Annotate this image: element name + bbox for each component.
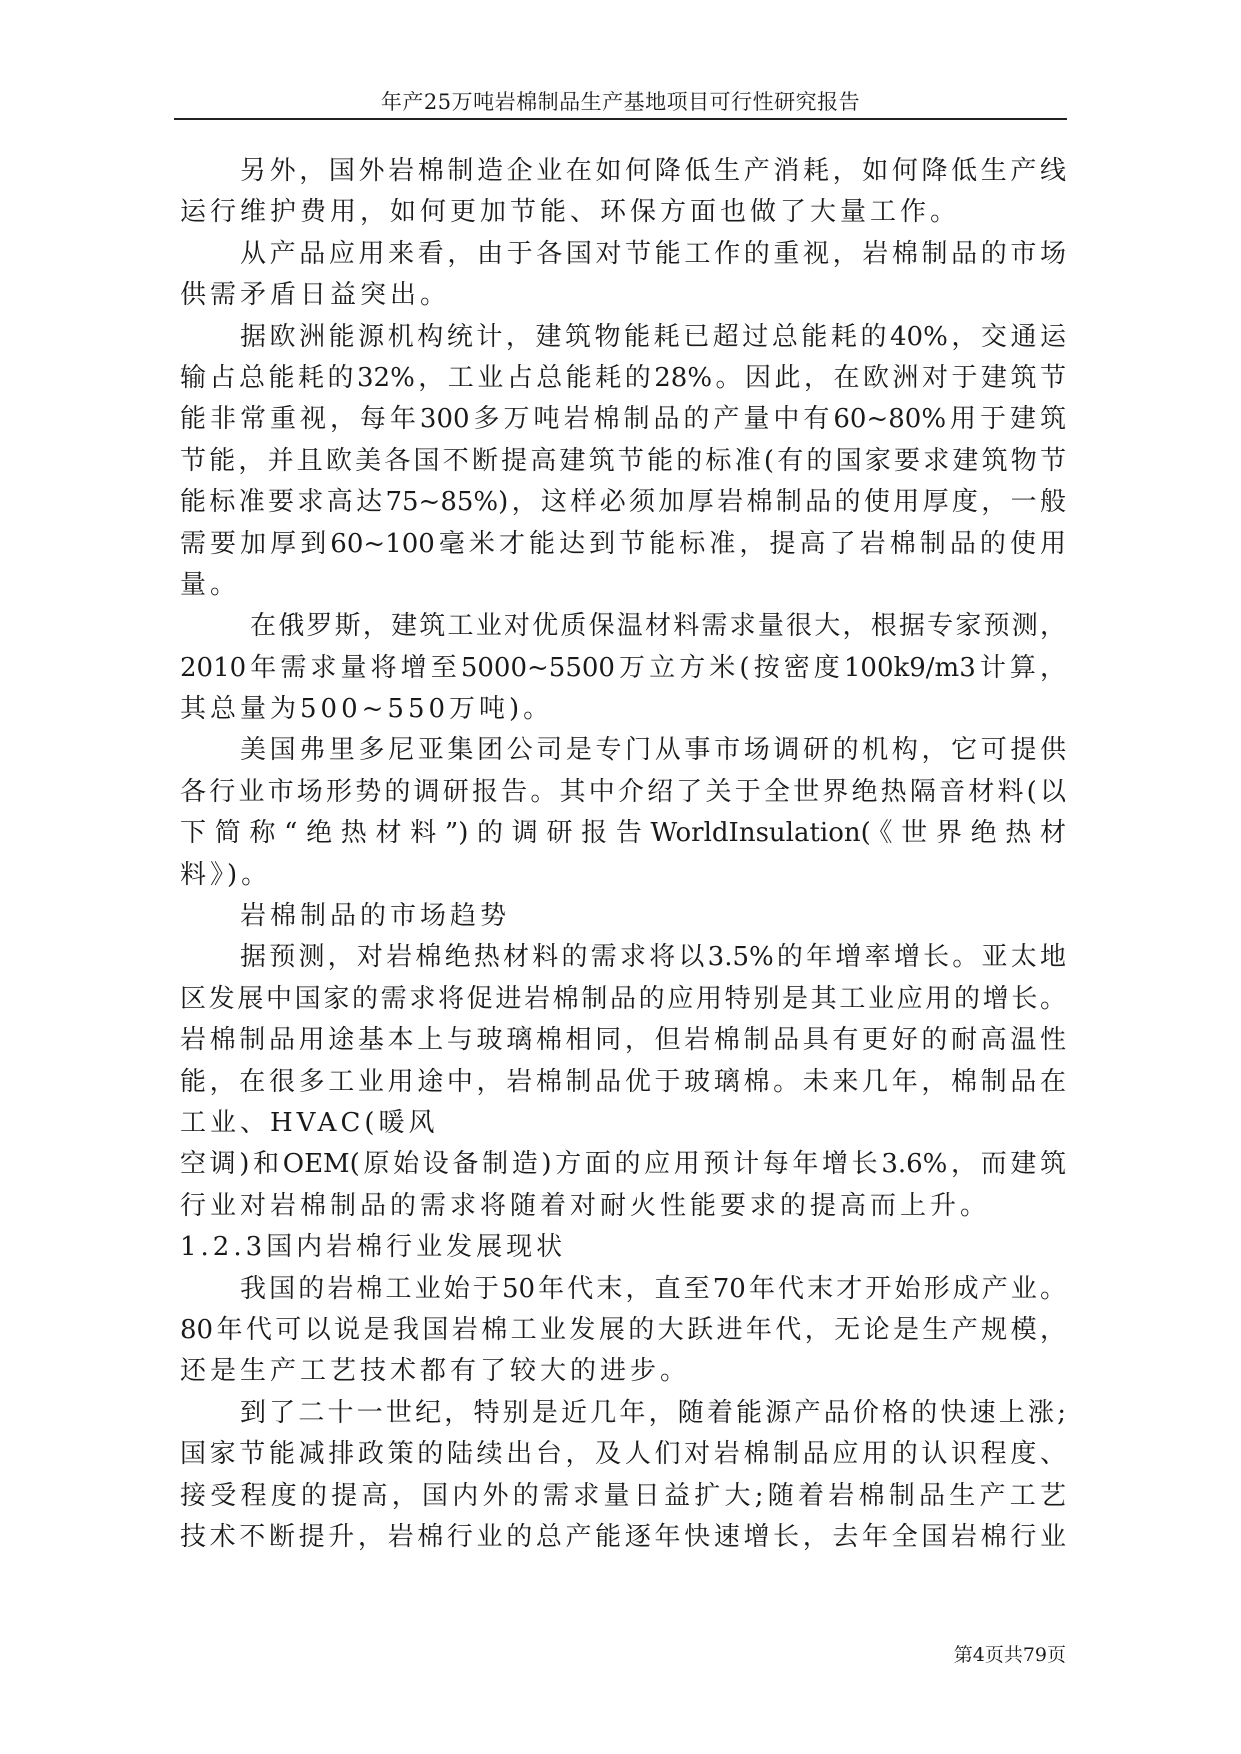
body-line: 能标准要求高达75~85%)，这样必须加厚岩棉制品的使用厚度，一般: [180, 487, 1066, 518]
body-line: 输占总能耗的32%，工业占总能耗的28%。因此，在欧洲对于建筑节: [180, 362, 1066, 393]
document-body: [180, 151, 1066, 1558]
body-line: 需要加厚到60~100毫米才能达到节能标准，提高了岩棉制品的使用: [180, 528, 1066, 559]
page-number: 第4页共79页: [953, 1644, 1066, 1666]
body-line: 节能，并且欧美各国不断提高建筑节能的标准(有的国家要求建筑物节: [180, 445, 1066, 476]
body-line: 我国的岩棉工业始于50年代末，直至70年代末才开始形成产业。: [240, 1273, 1066, 1304]
body-line: 空调)和OEM(原始设备制造)方面的应用预计每年增长3.6%，而建筑: [180, 1149, 1066, 1180]
section-heading: 1.2.3国内岩棉行业发展现状: [180, 1232, 567, 1263]
body-line: 区发展中国家的需求将促进岩棉制品的应用特别是其工业应用的增长。: [180, 983, 1066, 1014]
body-line: 另外，国外岩棉制造企业在如何降低生产消耗，如何降低生产线: [240, 156, 1066, 186]
body-line: 行业对岩棉制品的需求将随着对耐火性能要求的提高而上升。: [180, 1190, 991, 1221]
body-line: 接受程度的提高，国内外的需求量日益扩大;随着岩棉制品生产工艺: [180, 1480, 1066, 1511]
body-line: 能，在很多工业用途中，岩棉制品优于玻璃棉。未来几年，棉制品在: [180, 1066, 1066, 1097]
body-line: 能非常重视，每年300多万吨岩棉制品的产量中有60~80%用于建筑: [180, 404, 1066, 435]
body-line: 料》)。: [180, 859, 272, 890]
body-line: 国家节能减排政策的陆续出台，及人们对岩棉制品应用的认识程度、: [180, 1439, 1066, 1470]
body-line: 岩棉制品用途基本上与玻璃棉相同，但岩棉制品具有更好的耐高温性: [180, 1025, 1066, 1056]
body-line: 在俄罗斯，建筑工业对优质保温材料需求量很大，根据专家预测，: [250, 611, 1066, 642]
body-line: 美国弗里多尼亚集团公司是专门从事市场调研的机构，它可提供: [240, 735, 1066, 766]
body-line: 下简称“绝热材料”)的调研报告WorldInsulation(《世界绝热材: [180, 818, 1066, 849]
body-line: 据欧洲能源机构统计，建筑物能耗已超过总能耗的40%，交通运: [240, 321, 1066, 352]
body-line: 据预测，对岩棉绝热材料的需求将以3.5%的年增率增长。亚太地: [240, 942, 1066, 973]
section-subheading: 岩棉制品的市场趋势: [240, 901, 511, 932]
header-rule: [174, 118, 1067, 120]
body-line: 80年代可以说是我国岩棉工业发展的大跃进年代，无论是生产规模，: [180, 1314, 1066, 1345]
body-line: 还是生产工艺技术都有了较大的进步。: [180, 1356, 691, 1387]
body-line: 技术不断提升，岩棉行业的总产能逐年快速增长，去年全国岩棉行业: [180, 1521, 1066, 1552]
document-header-title: 年产25万吨岩棉制品生产基地项目可行性研究报告: [380, 90, 861, 114]
body-line: 其总量为500~550万吨)。: [180, 694, 554, 725]
body-line: 量。: [180, 569, 241, 600]
body-line: 2010年需求量将增至5000~5500万立方米(按密度100k9/m3计算，: [180, 652, 1066, 683]
body-line: 供需矛盾日益突出。: [180, 280, 451, 311]
body-line: 到了二十一世纪，特别是近几年，随着能源产品价格的快速上涨;: [240, 1397, 1066, 1428]
body-line: 工业、HVAC(暖风: [180, 1107, 439, 1138]
body-line: 运行维护费用，如何更加节能、环保方面也做了大量工作。: [180, 197, 961, 228]
body-line: 各行业市场形势的调研报告。其中介绍了关于全世界绝热隔音材料(以: [180, 776, 1066, 807]
body-line: 从产品应用来看，由于各国对节能工作的重视，岩棉制品的市场: [240, 238, 1066, 269]
